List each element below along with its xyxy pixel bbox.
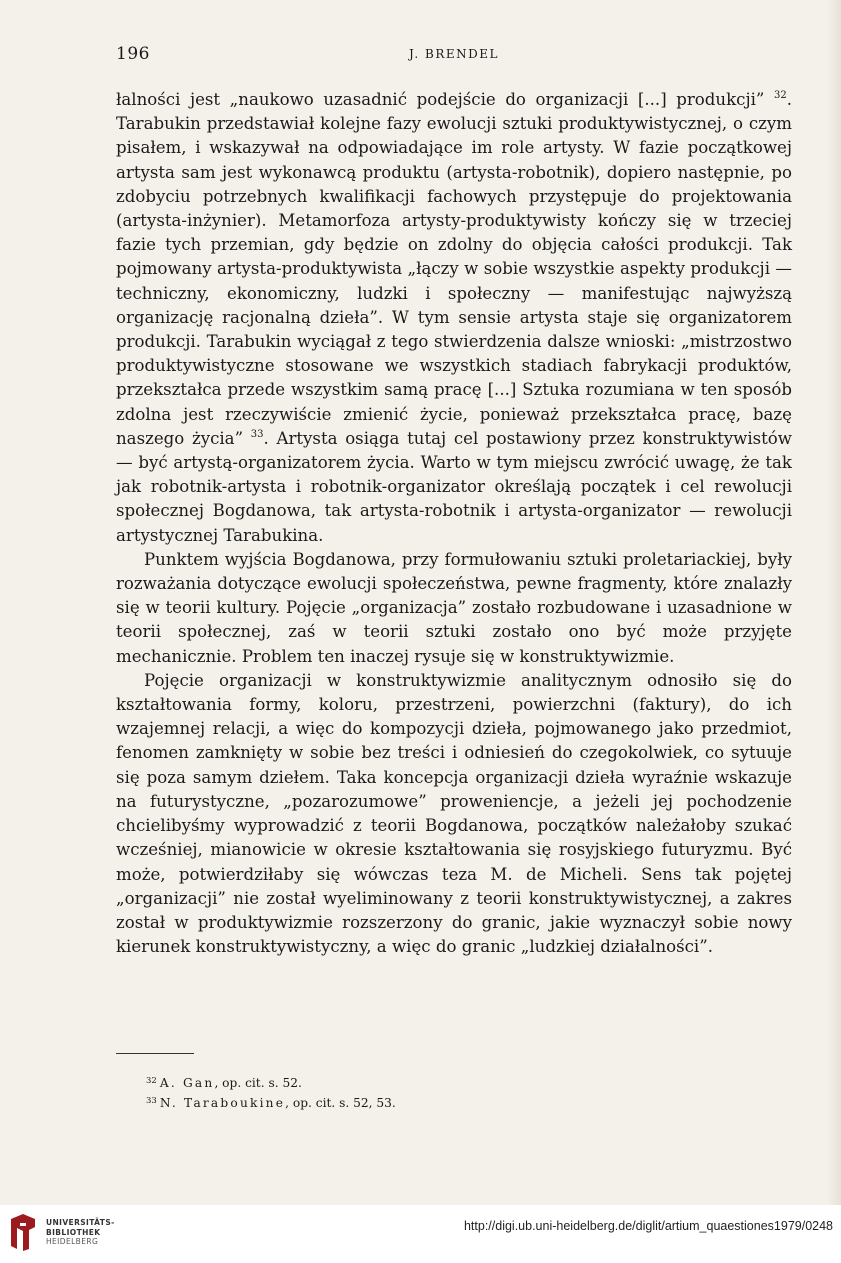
footnote-citation: , op. cit. s. 52. bbox=[214, 1076, 302, 1090]
viewer-footer bbox=[0, 1205, 841, 1263]
page-edge-shadow bbox=[827, 0, 841, 1205]
footnote-33 bbox=[146, 1092, 746, 1112]
page-number: 196 bbox=[116, 44, 150, 64]
paragraph-1-part-b: . Tarabukin przedstawiał kolejne fazy ewolucji sztuki produktywistycznej, o czym pisałem, i wskazywał na odpowiadające im role artysty. W fazie początkowej artysta sam jest wykonawcą produktu (artysta-robotnik), dopiero następnie, po zdobyciu potrzebnych kwalifikacji fachowych przystępuje do projektowania (artysta-inżynier). Metamorfoza artysty-produktywisty kończy się w trzeciej fazie tych przemian, gdy będzie on zdolny do objęcia całości produkcji. Tak pojmowany artysta-produktywista „łączy w sobie wszystkie aspekty produkcji — techniczny, ekonomiczny, ludzki i społeczny — manifestując najwyższą organizację racjonalną dzieła”. W tym sensie artysta staje się organizatorem produkcji. Tarabukin wyciągał z tego stwierdzenia dalsze wnioski: „mistrzostwo produktywistyczne stosowane we wszystkich stadiach fabrykacji produktów, przekształca przede wszystkim samą pracę [...] Sztuka rozumiana w ten sposób zdolna jest rzeczywiście zmienić życie, ponieważ przekształca pracę, bazę naszego życia” bbox=[116, 90, 792, 448]
permalink-url[interactable]: http://digi.ub.uni-heidelberg.de/diglit/artium_quaestiones1979/0248 bbox=[463, 1219, 833, 1233]
paragraph-1 bbox=[116, 88, 792, 548]
library-logo-icon bbox=[8, 1213, 38, 1251]
paragraph-2: Punktem wyjścia Bogdanowa, przy formułowaniu sztuki proletariackiej, były rozważania dotyczące ewolucji społeczeństwa, pewne fragmenty, które znalazły się w teorii kultury. Pojęcie „organizacja” zostało rozbudowane i uzasadnione w teorii społecznej, zaś w teorii sztuki zostało ono być może przyjęte mechanicznie. Problem ten inaczej rysuje się w konstruktywizmie. bbox=[116, 549, 792, 666]
paragraph-3: Pojęcie organizacji w konstruktywizmie analitycznym odnosiło się do kształtowania formy, koloru, przestrzeni, powierzchni (faktury), do ich wzajemnej relacji, a więc do kompozycji dzieła, pojmowanego jako przedmiot, fenomen zamknięty w sobie bez treści i odniesień do czegokolwiek, co sytuuje się poza samym dziełem. Taka koncepcja organizacji dzieła wyraźnie wskazuje na futurystyczne, „pozarozumowe” proweniencje, a jeżeli jej pochodzenie chcielibyśmy wyprowadzić z teorii Bogdanowa, początków należałoby szukać wcześniej, mianowicie w okresie kształtowania się rosyjskiego futuryzmu. Być może, potwierdziłaby się wówczas teza M. de Micheli. Sens tak pojętej „organizacji” nie został wyeliminowany z teorii konstruktywistycznej, a zakres został w produktywizmie rozszerzony do granic, jakie wyznaczył sobie nowy kierunek konstruktywistyczny, a więc do granic „ludzkiej działalności”. bbox=[116, 670, 792, 957]
library-name-line-2: BIBLIOTHEK bbox=[46, 1227, 101, 1237]
footnotes bbox=[146, 1072, 746, 1112]
footnote-author: A. Gan bbox=[159, 1076, 215, 1090]
footnote-number: 33 bbox=[146, 1096, 157, 1106]
footnote-32 bbox=[146, 1072, 746, 1092]
library-name bbox=[46, 1218, 115, 1247]
footnote-author: N. Taraboukine bbox=[159, 1096, 286, 1110]
body-text bbox=[116, 88, 792, 959]
footnote-ref-32: 32 bbox=[773, 90, 787, 101]
footnote-citation: , op. cit. s. 52, 53. bbox=[285, 1096, 396, 1110]
library-name-line-3: HEIDELBERG bbox=[46, 1237, 99, 1246]
running-head bbox=[116, 44, 792, 68]
paragraph-1-part-a: łalności jest „naukowo uzasadnić podejście do organizacji [...] produkcji” bbox=[116, 90, 774, 109]
header-author: J. BRENDEL bbox=[409, 47, 499, 61]
paragraph-1-part-c: . Artysta osiąga tutaj cel postawiony przez konstruktywistów — być artystą-organizatorem życia. Warto w tym miejscu zwrócić uwagę, że tak jak robotnik-artysta i robotnik-organizator określają początek i cel rewolucji społecznej Bogdanowa, tak artysta-robotnik i artysta-organizator — rewolucji artystycznej Tarabukina. bbox=[116, 428, 792, 545]
footnote-separator bbox=[116, 1053, 194, 1054]
library-name-line-1: UNIVERSITÄTS- bbox=[46, 1218, 115, 1227]
footnote-ref-33: 33 bbox=[250, 428, 264, 440]
footnote-number: 32 bbox=[146, 1076, 157, 1086]
